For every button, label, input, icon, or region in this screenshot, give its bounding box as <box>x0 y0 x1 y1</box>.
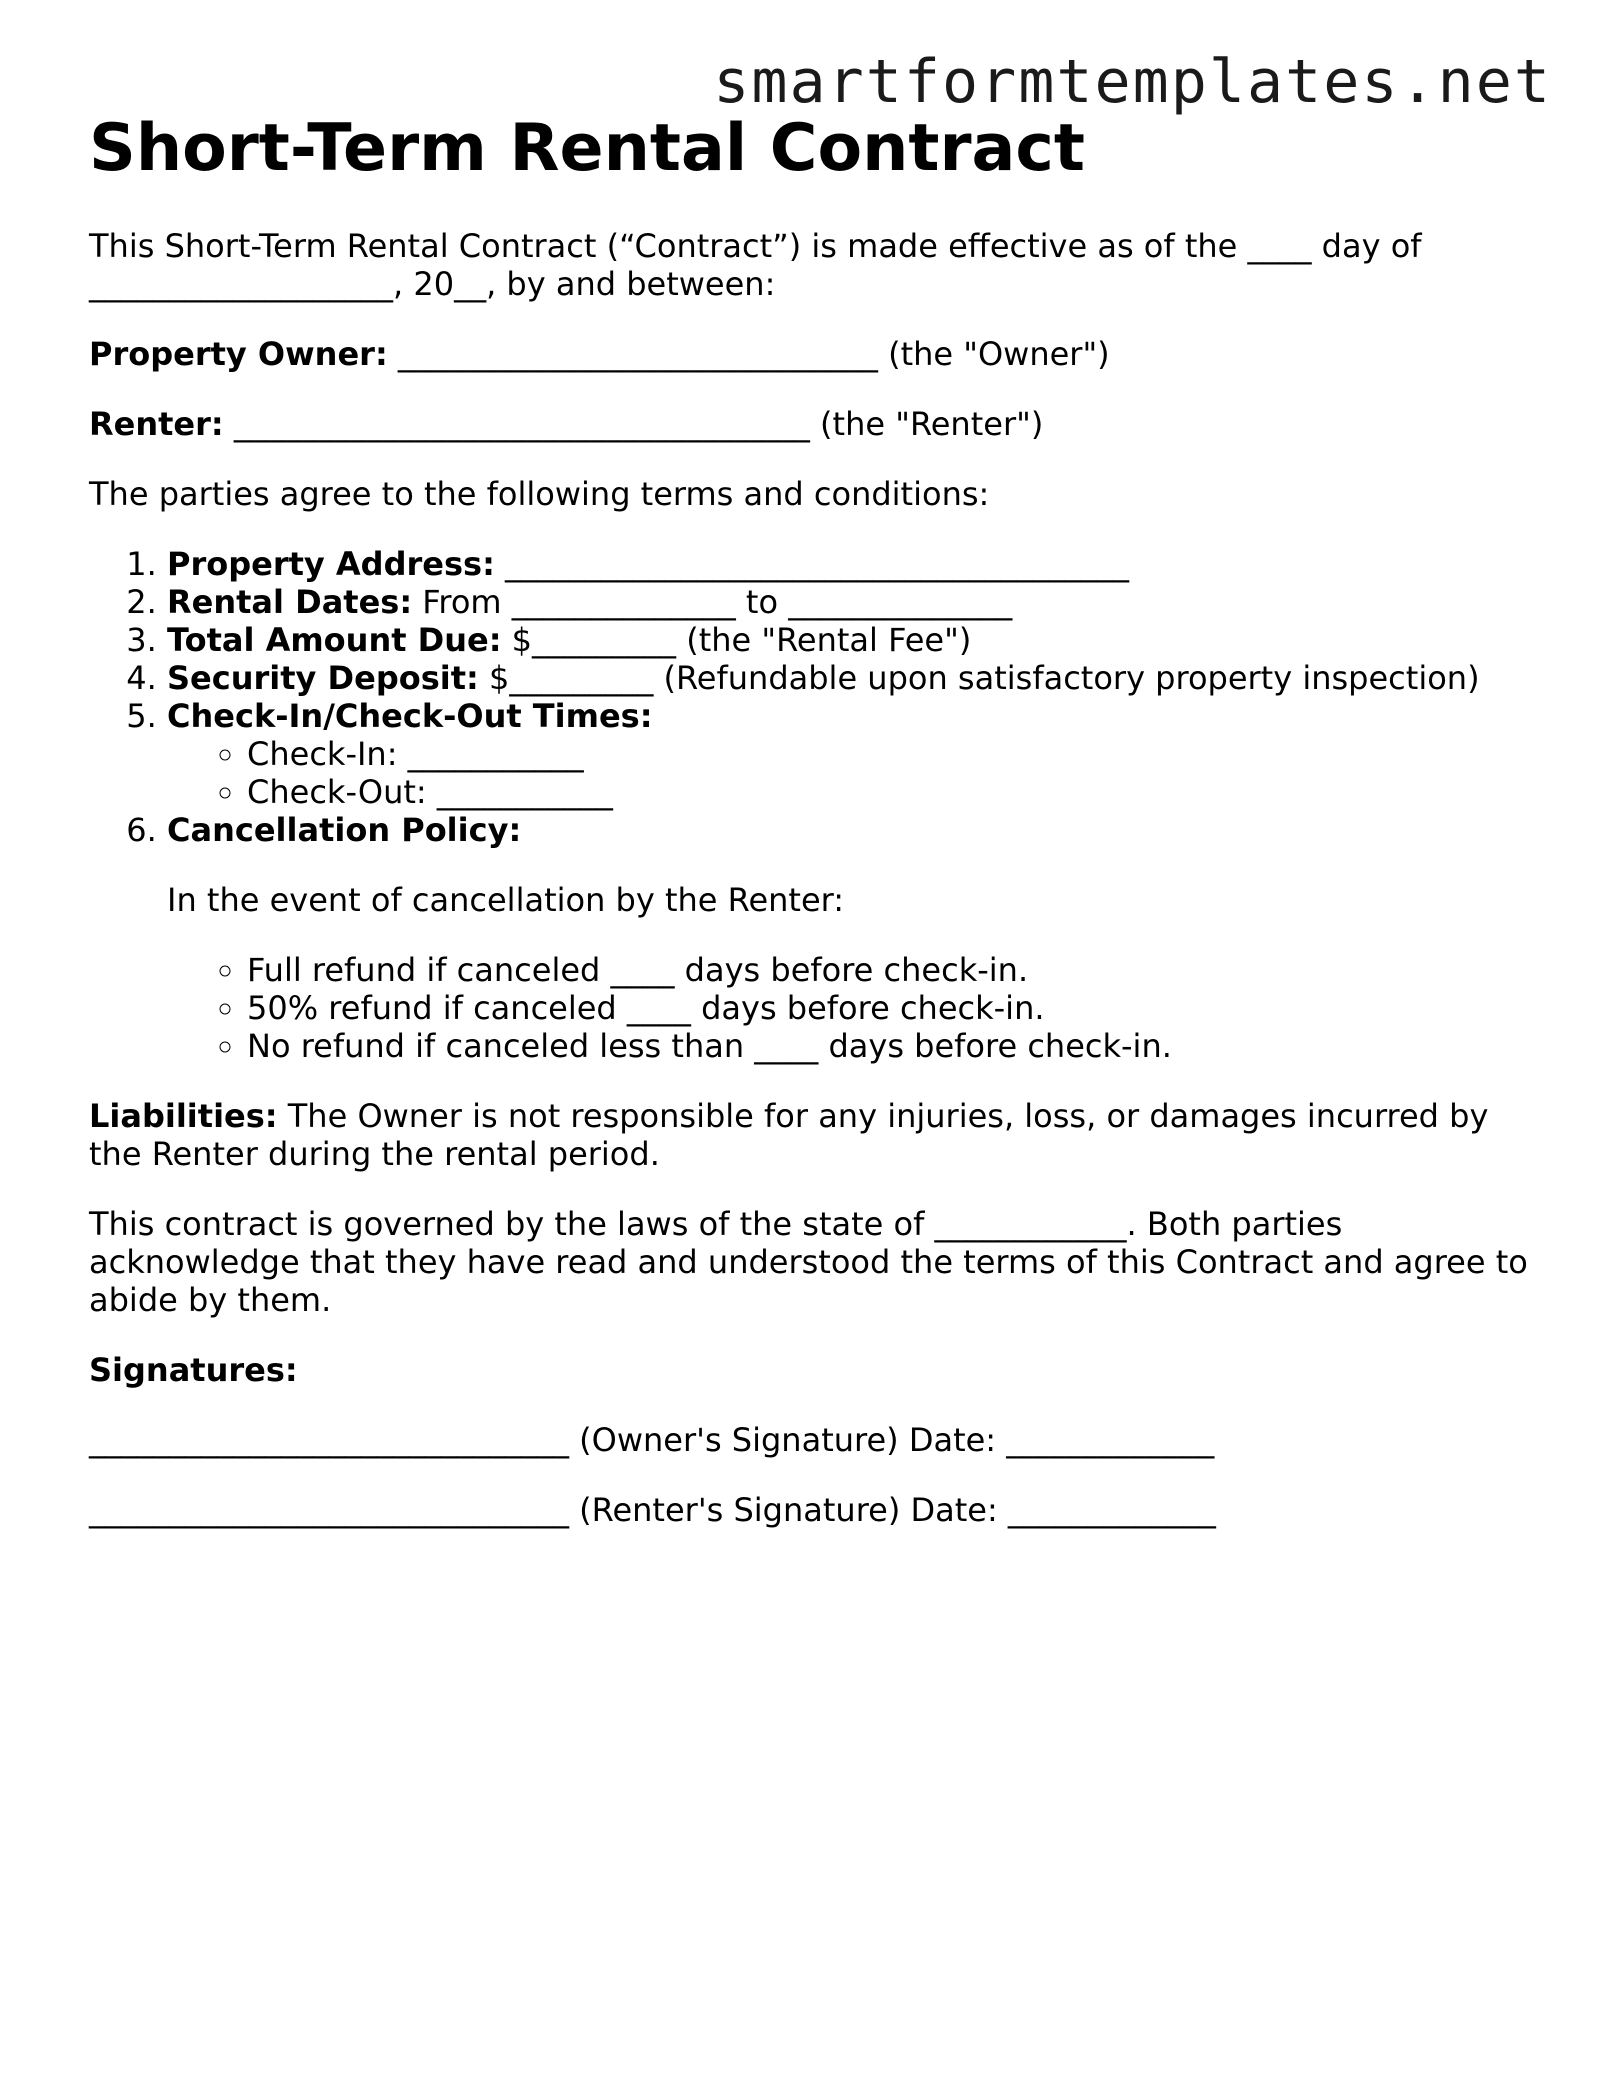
renter-field: ____________________________________ (the "Renter") <box>223 404 1044 443</box>
signatures-heading <box>89 1351 1539 1389</box>
renter-signature-line: ______________________________ (Renter's Signature) Date: _____________ <box>89 1490 1216 1529</box>
term-label: Rental Dates: <box>167 582 413 621</box>
agree-paragraph: The parties agree to the following terms and conditions: <box>89 474 990 513</box>
owner-label: Property Owner: <box>89 334 388 373</box>
term-label: Security Deposit: <box>167 658 479 697</box>
document-page <box>89 112 1539 1529</box>
cancellation-item: ◦ 50% refund if canceled ____ days before check-in. <box>247 989 1539 1027</box>
liabilities-text: The Owner is not responsible for any injuries, loss, or damages incurred by the Renter during the rental period. <box>89 1096 1489 1173</box>
term-label: Check-In/Check-Out Times: <box>167 696 653 735</box>
checkin-checkout-list <box>167 735 1539 811</box>
renter-line <box>89 405 1539 443</box>
term-label: Total Amount Due: <box>167 620 502 659</box>
term-cancellation-policy <box>167 811 1539 1065</box>
term-field: _______________________________________ <box>494 544 1130 583</box>
term-label: Cancellation Policy: <box>167 810 522 849</box>
liabilities-paragraph <box>89 1097 1539 1173</box>
governing-law-paragraph: This contract is governed by the laws of the state of ____________. Both parties acknowledge that they have read and understood the terms of this Contract and agree to abide by them. <box>89 1204 1528 1319</box>
owner-line <box>89 335 1539 373</box>
intro-paragraph: This Short-Term Rental Contract (“Contract”) is made effective as of the ____ day of ___________________, 20__, by and between: <box>89 226 1422 303</box>
term-label: Property Address: <box>167 544 495 583</box>
checkout-item: ◦ Check-Out: ___________ <box>247 773 1539 811</box>
term-security-deposit <box>167 659 1539 697</box>
term-rental-dates <box>167 583 1539 621</box>
term-property-address <box>167 545 1539 583</box>
owner-field: ______________________________ (the "Owner") <box>387 334 1110 373</box>
term-field: From ______________ to ______________ <box>412 582 1013 621</box>
watermark-text: smartformtemplates.net <box>713 47 1552 117</box>
liabilities-label: Liabilities: <box>89 1096 278 1135</box>
cancellation-item: ◦ No refund if canceled less than ____ days before check-in. <box>247 1027 1539 1065</box>
owner-signature-line: ______________________________ (Owner's Signature) Date: _____________ <box>89 1420 1215 1459</box>
checkin-item: ◦ Check-In: ___________ <box>247 735 1539 773</box>
cancellation-list <box>167 951 1539 1065</box>
signatures-heading-text: Signatures: <box>89 1350 298 1389</box>
cancellation-intro: In the event of cancellation by the Renter: <box>167 880 845 919</box>
terms-list <box>89 545 1539 1065</box>
document-title: Short-Term Rental Contract <box>89 111 1085 186</box>
term-checkin-checkout <box>167 697 1539 811</box>
cancellation-item: ◦ Full refund if canceled ____ days before check-in. <box>247 951 1539 989</box>
term-field: $_________ (Refundable upon satisfactory property inspection) <box>478 658 1480 697</box>
renter-label: Renter: <box>89 404 224 443</box>
term-total-amount <box>167 621 1539 659</box>
term-field: $_________ (the "Rental Fee") <box>501 620 972 659</box>
